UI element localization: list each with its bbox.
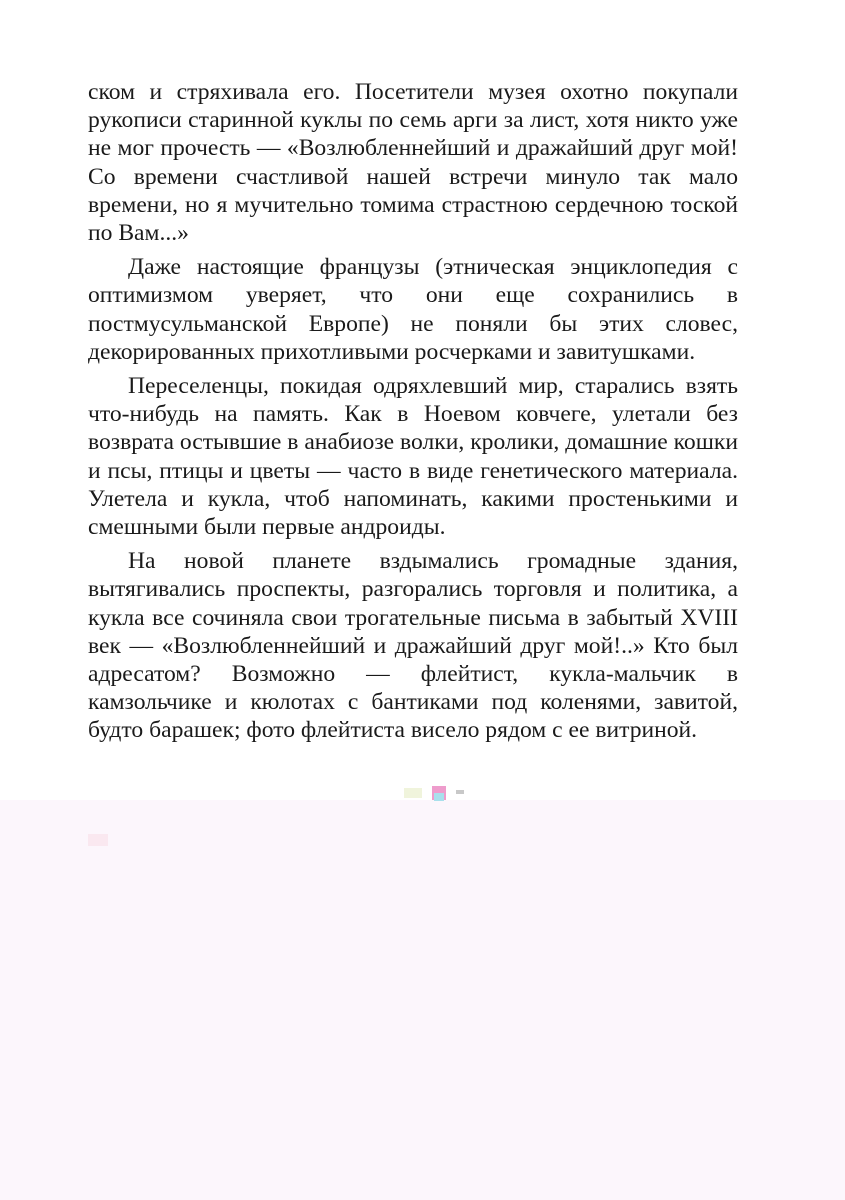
glitch-block: [456, 790, 464, 794]
paragraph-1: ском и стряхивала его. Посетители музея охотно покупали рукописи старинной куклы по семь арги за лист, хотя никто уже не мог прочесть — «Возлюбленнейший и дражайший друг мой! Со времени счастливой нашей встречи минуло так мало времени, но я мучительно томима страстною сердечною тоской по Вам...»: [88, 79, 738, 247]
glitch-block: [404, 788, 422, 798]
paragraph-2: Даже настоящие французы (этническая энциклопедия с оптимизмом уверяет, что они еще сохранились в постмусульманской Европе) не поняли бы этих словес, декорированных прихотливыми росчерками и завитушками.: [88, 254, 738, 365]
corrupted-image-region: [0, 800, 845, 1200]
glitch-block: [434, 793, 444, 801]
paragraph-4: На новой планете вздымались громадные здания, вытягивались проспекты, разгорались торговля и политика, а кукла все сочиняла свои трогательные письма в забытый XVIII век — «Возлюбленнейший и дражайший друг мой!..» Кто был адресатом? Возможно — флейтист, кукла-мальчик в камзольчике и кюлотах с бантиками под коленями, завитой, будто барашек; фото флейтиста висело рядом с ее витриной.: [88, 548, 738, 744]
paragraph-3: Переселенцы, покидая одряхлевший мир, старались взять что-нибудь на память. Как в Ноевом ковчеге, улетали без возврата остывшие в анабиозе волки, кролики, домашние кошки и псы, птицы и цветы — часто в виде генетического материала. Улетела и кукла, чтоб напоминать, какими простенькими и смешными были первые андроиды.: [88, 373, 738, 541]
glitch-artifact: [88, 834, 108, 846]
glitch-artifact-cluster: [398, 784, 472, 804]
body-text: [88, 78, 738, 745]
